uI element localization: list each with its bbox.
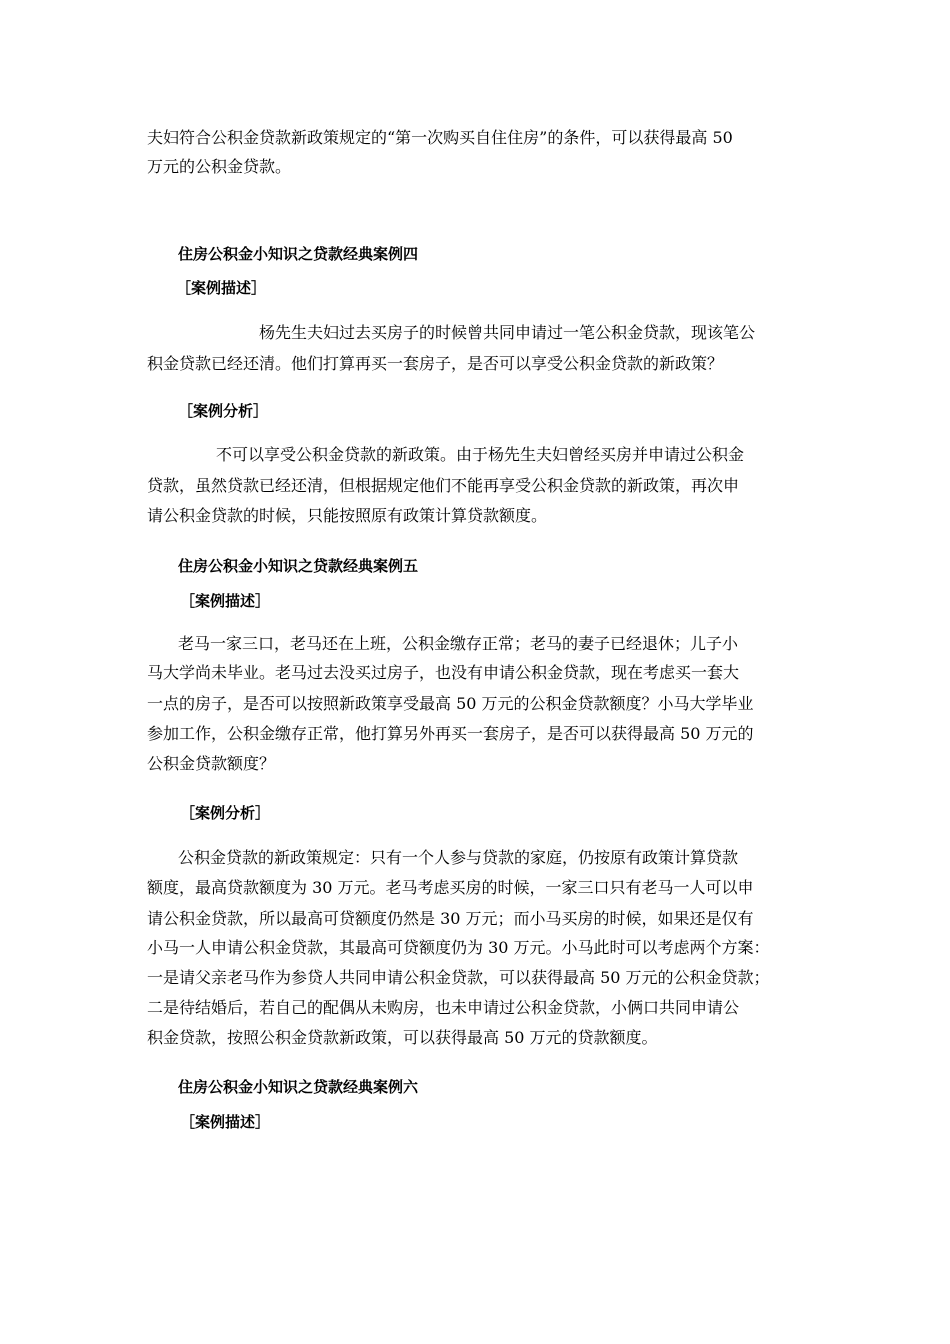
case4-analysis-line-1: 不可以享受公积金贷款的新政策。由于杨先生夫妇曾经买房并申请过公积金 (216, 445, 745, 464)
case5-desc-line-4: 参加工作，公积金缴存正常，他打算另外再买一套房子，是否可以获得最高 50 万元的 (147, 724, 754, 743)
case5-analysis-line-5: 一是请父亲老马作为参贷人共同申请公积金贷款，可以获得最高 50 万元的公积金贷款； (147, 968, 770, 987)
intro-line-2: 万元的公积金贷款。 (147, 157, 292, 176)
case5-analysis-line-4: 小马一人申请公积金贷款，其最高可贷额度仍为 30 万元。小马此时可以考虑两个方案： (147, 938, 770, 957)
case4-title: 住房公积金小知识之贷款经典案例四 (178, 245, 419, 263)
case4-analysis-line-2: 贷款，虽然贷款已经还清，但根据规定他们不能再享受公积金贷款的新政策，再次申 (147, 476, 740, 495)
case5-analysis-line-3: 请公积金贷款，所以最高可贷额度仍然是 30 万元；而小马买房的时候，如果还是仅有 (147, 909, 754, 928)
case5-desc-line-2: 马大学尚未毕业。老马过去没买过房子，也没有申请公积金贷款，现在考虑买一套大 (147, 663, 740, 682)
case5-analysis-line-2: 额度，最高贷款额度为 30 万元。老马考虑买房的时候，一家三口只有老马一人可以申 (147, 878, 754, 897)
case5-title: 住房公积金小知识之贷款经典案例五 (178, 557, 419, 575)
case5-analysis-line-7: 积金贷款，按照公积金贷款新政策，可以获得最高 50 万元的贷款额度。 (147, 1028, 658, 1047)
case4-analysis-line-3: 请公积金贷款的时候，只能按照原有政策计算贷款额度。 (147, 506, 548, 525)
case5-analysis-line-6: 二是待结婚后，若自己的配偶从未购房，也未申请过公积金贷款，小俩口共同申请公 (147, 998, 740, 1017)
case6-desc-label: ［案例描述］ (180, 1113, 271, 1131)
case5-desc-line-3: 一点的房子，是否可以按照新政策享受最高 50 万元的公积金贷款额度？小马大学毕业 (147, 694, 754, 713)
case4-desc-label: ［案例描述］ (176, 279, 267, 297)
case4-analysis-label: ［案例分析］ (178, 402, 269, 420)
case5-desc-label: ［案例描述］ (180, 592, 271, 610)
case5-desc-line-1: 老马一家三口，老马还在上班，公积金缴存正常；老马的妻子已经退休；儿子小 (178, 634, 739, 653)
case5-analysis-line-1: 公积金贷款的新政策规定：只有一个人参与贷款的家庭，仍按原有政策计算贷款 (178, 848, 739, 867)
case4-desc-line-2: 积金贷款已经还清。他们打算再买一套房子，是否可以享受公积金贷款的新政策？ (147, 354, 724, 373)
case4-desc-line-1: 杨先生夫妇过去买房子的时候曾共同申请过一笔公积金贷款，现该笔公 (259, 323, 756, 342)
case5-analysis-label: ［案例分析］ (180, 804, 271, 822)
case5-desc-line-5: 公积金贷款额度？ (147, 754, 276, 773)
intro-line-1: 夫妇符合公积金贷款新政策规定的“第一次购买自住住房”的条件，可以获得最高 50 (147, 128, 733, 147)
case6-title: 住房公积金小知识之贷款经典案例六 (178, 1078, 419, 1096)
